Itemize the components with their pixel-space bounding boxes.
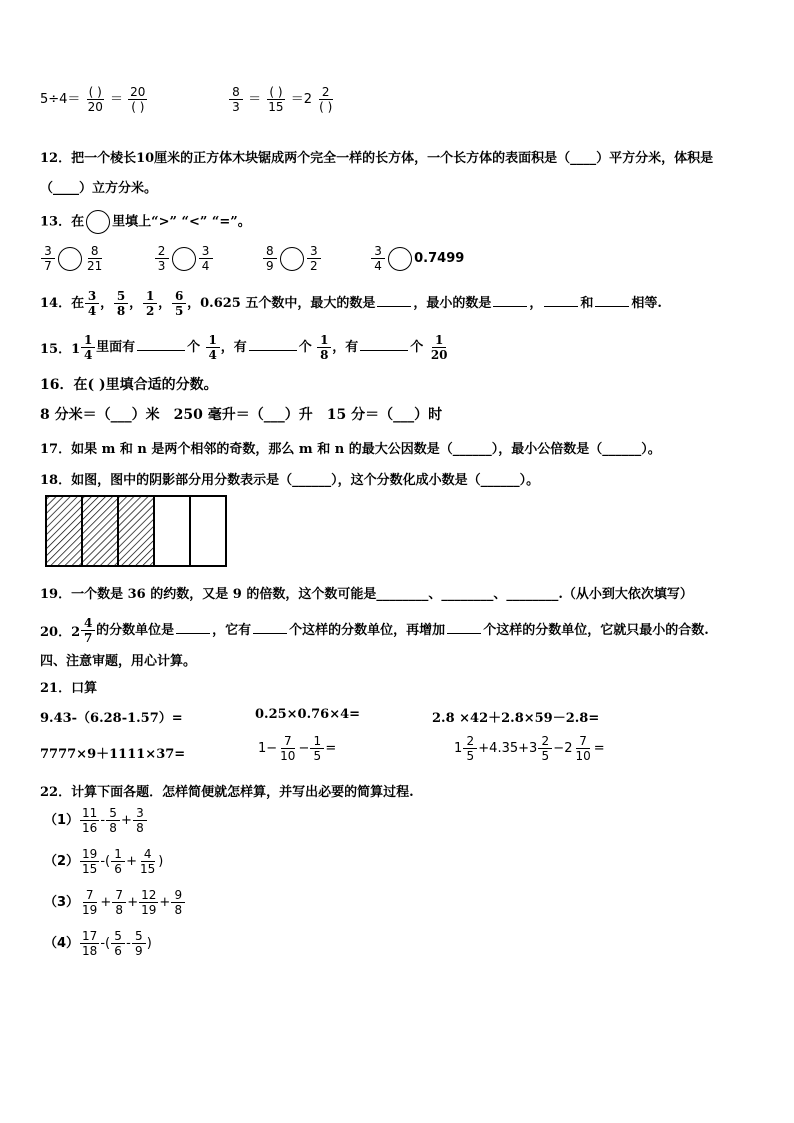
compare-circle[interactable] — [280, 247, 304, 271]
fraction: $\frac{( )}{20}$ — [87, 85, 103, 114]
unshaded-part — [190, 496, 226, 566]
answer-blank[interactable] — [253, 622, 287, 634]
fraction: $\frac{20}{( )}$ — [130, 85, 146, 114]
answer-blank[interactable] — [377, 295, 411, 307]
q22-title: 22．计算下面各题．怎样简便就怎样算，并写出必要的简算过程. — [40, 785, 414, 800]
q13-title: 13．在 里填上“>” “<” “=”。 — [40, 210, 251, 234]
q22-p4: （4） $\frac{17}{18}$ -( $\frac{5}{6}$ - $\frac{5}{9}$ ) — [44, 929, 152, 958]
compare-item-2: $\frac{2}{3}$ $\frac{3}{4}$ — [154, 251, 218, 266]
q14: 14．在 $\frac{3}{4}$ ， $\frac{5}{8}$ ， $\frac{1}{2}$ ， $\frac{6}{5}$ ，0.625 五个数中，最大的数是 ，最小的数是 ， 和 相等. — [40, 289, 662, 318]
fraction: $\frac{( )}{15}$ — [268, 85, 284, 114]
q17: 17．如果 m 和 n 是两个相邻的奇数，那么 m 和 n 的最大公因数是（______），最小公倍数是（______）。 — [40, 442, 661, 457]
compare-item-3: $\frac{8}{9}$ $\frac{3}{2}$ — [262, 251, 326, 266]
q16-title: 16．在( )里填合适的分数。 — [40, 377, 218, 393]
q22-p2: （2） $\frac{19}{15}$ -( $\frac{1}{6}$ + $\frac{4}{15}$ ) — [44, 847, 164, 876]
q12-line-1: 12．把一个棱长10厘米的正方体木块锯成两个完全一样的长方体，一个长方体的表面积是（____）平方分米，体积是 — [40, 151, 714, 166]
q21-r2c1: 7777×9＋1111×37= — [40, 747, 186, 762]
q13-items — [40, 244, 464, 273]
fraction: $\frac{8}{3}$ — [229, 85, 243, 114]
shaded-part — [46, 496, 82, 566]
answer-blank[interactable] — [447, 622, 481, 634]
q21-r1c3: 2.8 ×42＋2.8×59－2.8= — [432, 711, 600, 726]
q22-p3: （3） $\frac{7}{19}$ + $\frac{7}{8}$ + $\frac{12}{19}$ + $\frac{9}{8}$ — [44, 888, 186, 917]
unshaded-part — [154, 496, 190, 566]
answer-blank[interactable] — [544, 295, 578, 307]
compare-item-4: $\frac{3}{4}$ 0.7499 — [370, 251, 464, 266]
q20: 20．2 $\frac{4}{7}$ 的分数单位是 ，它有 个这样的分数单位，再增加 个这样的分数单位，它就只最小的合数. — [40, 616, 709, 645]
q16-line: 8 分米＝（___）米 250 毫升＝（___）升 15 分＝（___）时 — [40, 407, 443, 423]
fraction: $\frac{2}{( )}$ — [319, 85, 333, 114]
q21-title: 21．口算 — [40, 681, 98, 696]
section-title: 四、注意审题，用心计算。 — [40, 654, 197, 669]
q21-r2c2: 1− $\frac{7}{10}$ − $\frac{1}{5}$ = — [258, 734, 337, 763]
answer-blank[interactable] — [595, 295, 629, 307]
compare-item-1: $\frac{3}{7}$ $\frac{8}{21}$ — [40, 251, 109, 266]
figure-parts — [46, 496, 226, 566]
q21-r1c1: 9.43-（6.28-1.57）= — [40, 711, 183, 726]
q22-p1: （1） $\frac{11}{16}$ - $\frac{5}{8}$ + $\frac{3}{8}$ — [44, 806, 148, 835]
answer-blank[interactable] — [360, 339, 408, 351]
eq-row-1: 5÷4＝ $\frac{( )}{20}$ ＝ $\frac{20}{( )}$ — [40, 85, 146, 114]
shaded-part — [118, 496, 154, 566]
q19: 19．一个数是 36 的约数，又是 9 的倍数，这个数可能是________、________、________.（从小到大依次填写） — [40, 587, 693, 602]
answer-blank[interactable] — [493, 295, 527, 307]
compare-circle[interactable] — [388, 247, 412, 271]
compare-circle[interactable] — [58, 247, 82, 271]
compare-circle[interactable] — [86, 210, 110, 234]
q15: 15．1 $\frac{1}{4}$ 里面有 个 $\frac{1}{4}$ ，有 个 $\frac{1}{8}$ ，有 个 $\frac{1}{20}$ — [40, 333, 448, 362]
q21-r2c3: 1 $\frac{2}{5}$ +4.35+3 $\frac{2}{5}$ −2 $\frac{7}{10}$ = — [454, 734, 605, 763]
shaded-part — [82, 496, 118, 566]
shaded-rectangle-figure — [44, 494, 234, 570]
compare-circle[interactable] — [172, 247, 196, 271]
answer-blank[interactable] — [137, 339, 185, 351]
answer-blank[interactable] — [176, 622, 210, 634]
q12-line-2: （____）立方分米。 — [40, 181, 158, 196]
answer-blank[interactable] — [249, 339, 297, 351]
eq-row-2: $\frac{8}{3}$ ＝ $\frac{( )}{15}$ ＝2 $\frac{2}{( )}$ — [228, 85, 335, 114]
q21-r1c2: 0.25×0.76×4= — [255, 707, 361, 722]
q18: 18．如图，图中的阴影部分用分数表示是（______），这个分数化成小数是（______）。 — [40, 473, 540, 488]
